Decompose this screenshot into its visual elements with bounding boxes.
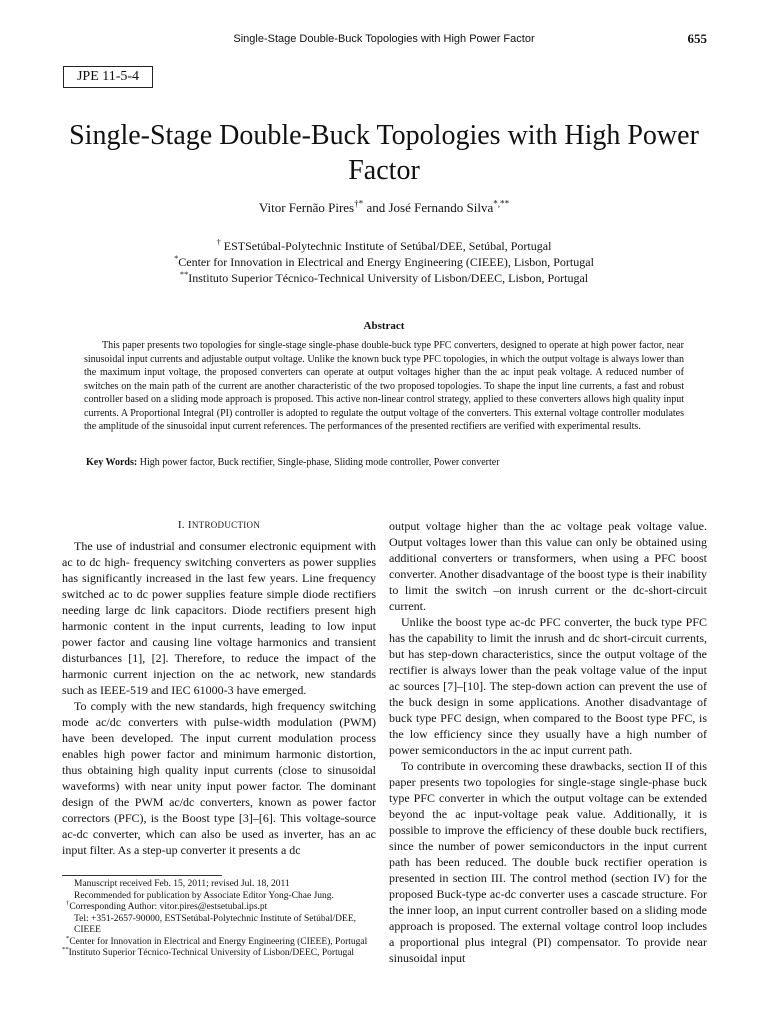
footnotes [62, 879, 378, 960]
running-header [0, 33, 768, 49]
abstract-text: This paper presents two topologies for single-stage single-phase double-buck type PFC converters, designed to operate at high power factor, near sinusoidal input currents and adjustable output voltage. Unlike the known buck type PFC topologies, in which the output voltage is always lower than the maximum input voltage, the proposed converters can operate at output voltages higher than the ac input peak voltage. A reduced number of switches on the main path of the current are another characteristic of the two proposed topologies. To shape the input line currents, a fast and robust controller based on a sliding mode approach is proposed. This active non-linear control strategy, applied to these converters allows high quality input currents. A Proportional Integral (PI) controller is adopted to regulate the output voltage of the converters. This external voltage controller modulates the amplitude of the sinusoidal input current references. The performances of the presented rectifiers are verified with experimental results. [84, 340, 684, 432]
footnote-affil-2: **Instituto Superior Técnico-Technical University of Lisbon/DEEC, Portugal [62, 945, 355, 958]
section-heading-introduction [62, 519, 376, 531]
footnote-mark: ** [62, 945, 69, 953]
keywords-label: Key Words: [86, 457, 138, 468]
left-column [62, 538, 376, 858]
paper-id-box: JPE 11-5-4 [63, 66, 153, 88]
affiliation-line [0, 254, 768, 270]
footnote-received: Manuscript received Feb. 15, 2011; revised Jul. 18, 2011 [74, 879, 290, 889]
body-paragraph: To comply with the new standards, high frequency switching mode ac/dc converters with pulse-width modulation (PWM) have been developed. The input current modulation process enables high power factor and minimum harmonic distortion, thus obtaining high quality input currents (close to sinusoidal waveforms) with near unity input power factor. The dominant design of the PWM ac/dc converters, known as power factor correctors (PFC), is the Boost type [3]–[6]. This voltage-source ac-dc converter, which can also be used as inverter, has an ac input filter. As a step-up converter it presents a dc [62, 699, 376, 857]
affiliation-mark: † [216, 238, 221, 247]
affiliation-text: Instituto Superior Técnico-Technical University of Lisbon/DEEC, Lisbon, Portugal [188, 271, 589, 285]
author-name: Vitor Fernão Pires [258, 200, 355, 215]
footnote-affil-1: *Center for Innovation in Electrical and Energy Engineering (CIEEE), Portugal [66, 934, 368, 947]
body-paragraph: The use of industrial and consumer electronic equipment with ac to dc high- frequency switching converters as power supplies has significantly increased in the last few years. Line frequency switched ac to dc power supplies feature simple diode rectifiers needing large dc link capacitors. Diode rectifiers present high harmonic content in the input currents, leading to low input power factor and causing line voltage harmonics and transient disturbances [1], [2]. Therefore, to reduce the impact of the harmonic current injection on the ac network, new standards such as IEEE-519 and IEC 61000-3 have emerged. [62, 539, 376, 697]
affiliation-line [0, 270, 768, 286]
running-title: Single-Stage Double-Buck Topologies with High Power Factor [233, 33, 535, 45]
footnote-corresponding: †Corresponding Author: vitor.pires@estsetubal.ips.pt [66, 899, 268, 912]
footnote-divider [62, 875, 222, 876]
affiliation-mark: * [174, 254, 179, 263]
right-column [389, 518, 707, 966]
body-paragraph: output voltage higher than the ac voltage peak voltage value. Output voltages lower than this value can only be obtained using additional converters or transformers, when using a PFC boost converter. Another disadvantage of the boost type is their inability to limit the switch –on inrush current or the dc-short-circuit current. [389, 519, 707, 613]
footnote-mark: * [66, 934, 70, 942]
author-mark: *,** [493, 198, 510, 209]
affiliation-text: ESTSetúbal-Polytechnic Institute of Setúbal/DEE, Setúbal, Portugal [223, 239, 552, 253]
section-heading-lead: I. I [177, 519, 192, 531]
footnote-recommended: Recommended for publication by Associate Editor Yong-Chae Jung. [74, 890, 334, 901]
affiliation-mark: ** [179, 270, 189, 279]
paper-title: Single-Stage Double-Buck Topologies with High Power Factor [69, 120, 699, 186]
body-paragraph: Unlike the boost type ac-dc PFC converter, the buck type PFC has the capability to limit the inrush and dc short-circuit currents, but has step-down characteristics, since the output voltage of the rectifier is always lower than the peak voltage value of the input ac sources [7]–[10]. The step-down action can prevent the use of the buck design in some applications. Another disadvantage of buck type PFC design, when compared to the Boost type PFC, is the low efficiency since they usually have a high number of power semiconductors in the ac input current path. [389, 615, 707, 757]
body-paragraph: To contribute in overcoming these drawbacks, section II of this paper presents two topologies for single-stage single-phase buck type PFC converter in which the output voltage can be extended beyond the ac input-voltage peak value. Additionally, it is possible to improve the efficiency of these double buck rectifiers, since the number of power semiconductors in the input current path has been reduced. The double buck rectifier operation is presented in section III. The control method (section IV) for the proposed Buck-type ac-dc converter uses a cascade structure. For the inner loop, an input current controller based on a sliding mode approach is proposed. The external voltage control loop includes a proportional plus integral (PI) compensator. To provide near sinusoidal input [389, 759, 707, 965]
page-number: 655 [687, 31, 707, 46]
keywords-text: High power factor, Buck rectifier, Single-phase, Sliding mode controller, Power converter [137, 457, 500, 468]
abstract-heading: Abstract [363, 320, 405, 332]
affiliation-line [0, 238, 768, 254]
section-heading-rest: NTRODUCTION [191, 520, 261, 530]
author-line [0, 200, 768, 216]
keywords [86, 456, 686, 469]
footnote-mark: † [66, 899, 70, 907]
affiliations [0, 238, 768, 286]
author-joiner: and [363, 200, 389, 215]
author-name: José Fernando Silva [388, 200, 494, 215]
footnote-tel: Tel: +351-2657-90000, ESTSetúbal-Polytechnic Institute of Setúbal/DEE, CIEEE [74, 913, 356, 935]
author-mark: †* [354, 198, 364, 209]
affiliation-text: Center for Innovation in Electrical and Energy Engineering (CIEEE), Lisbon, Portugal [178, 255, 594, 269]
